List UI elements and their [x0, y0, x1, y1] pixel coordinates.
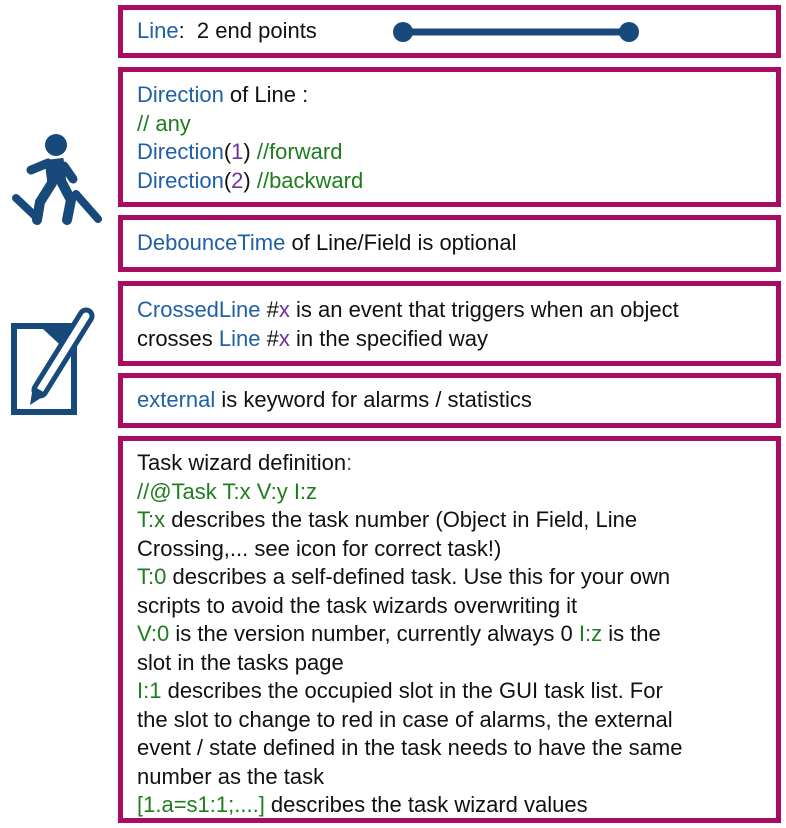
text-line: scripts to avoid the task wizards overwriting it — [137, 592, 578, 618]
crossed-line-box — [118, 281, 781, 366]
person-crossing-line-icon — [12, 132, 102, 230]
debounce-time-box — [118, 215, 781, 272]
text-line: event / state defined in the task needs to have the same — [137, 735, 683, 760]
text-line: //@Task T:x V:y I:z — [137, 478, 318, 504]
text-line: DebounceTime of Line/Field is optional — [137, 230, 517, 256]
direction-definition-text — [137, 81, 762, 195]
task-wizard-definition-text — [137, 449, 762, 820]
text-line: number as the task — [137, 763, 325, 789]
text-line: // any — [137, 110, 191, 136]
crossed-line-text — [137, 296, 762, 353]
text-line: external is keyword for alarms / statistics — [137, 387, 532, 413]
direction-definition-box — [118, 67, 781, 207]
text-line: [1.a=s1:1;....] describes the task wizard values — [137, 792, 588, 817]
text-line: I:1 describes the occupied slot in the GUI task list. For — [137, 678, 663, 703]
text-line: Line: 2 end points — [137, 18, 317, 44]
text-line: Direction(1) //forward — [137, 139, 343, 164]
text-line: V:0 is the version number, currently always 0 I:z is the — [137, 621, 661, 646]
line-segment-with-2-endpoints-graphic — [391, 20, 641, 44]
text-line: crosses Line #x in the specified way — [137, 325, 488, 351]
text-line: Direction of Line : — [137, 82, 309, 107]
line-definition-box — [118, 5, 781, 58]
debounce-time-text — [137, 229, 762, 258]
text-line: CrossedLine #x is an event that triggers when an object — [137, 297, 679, 322]
text-line: Direction(2) //backward — [137, 167, 364, 193]
text-line: Crossing,... see icon for correct task!) — [137, 535, 502, 561]
external-keyword-text — [137, 386, 762, 415]
text-line: slot in the tasks page — [137, 649, 344, 675]
text-line: the slot to change to red in case of alarms, the external — [137, 706, 673, 732]
text-line: T:x describes the task number (Object in Field, Line — [137, 507, 638, 532]
document-edit-pencil-icon — [6, 298, 106, 418]
task-wizard-definition-box — [118, 436, 781, 823]
text-line: T:0 describes a self-defined task. Use this for your own — [137, 564, 671, 589]
external-keyword-box — [118, 373, 781, 428]
text-line: Task wizard definition: — [137, 450, 353, 475]
